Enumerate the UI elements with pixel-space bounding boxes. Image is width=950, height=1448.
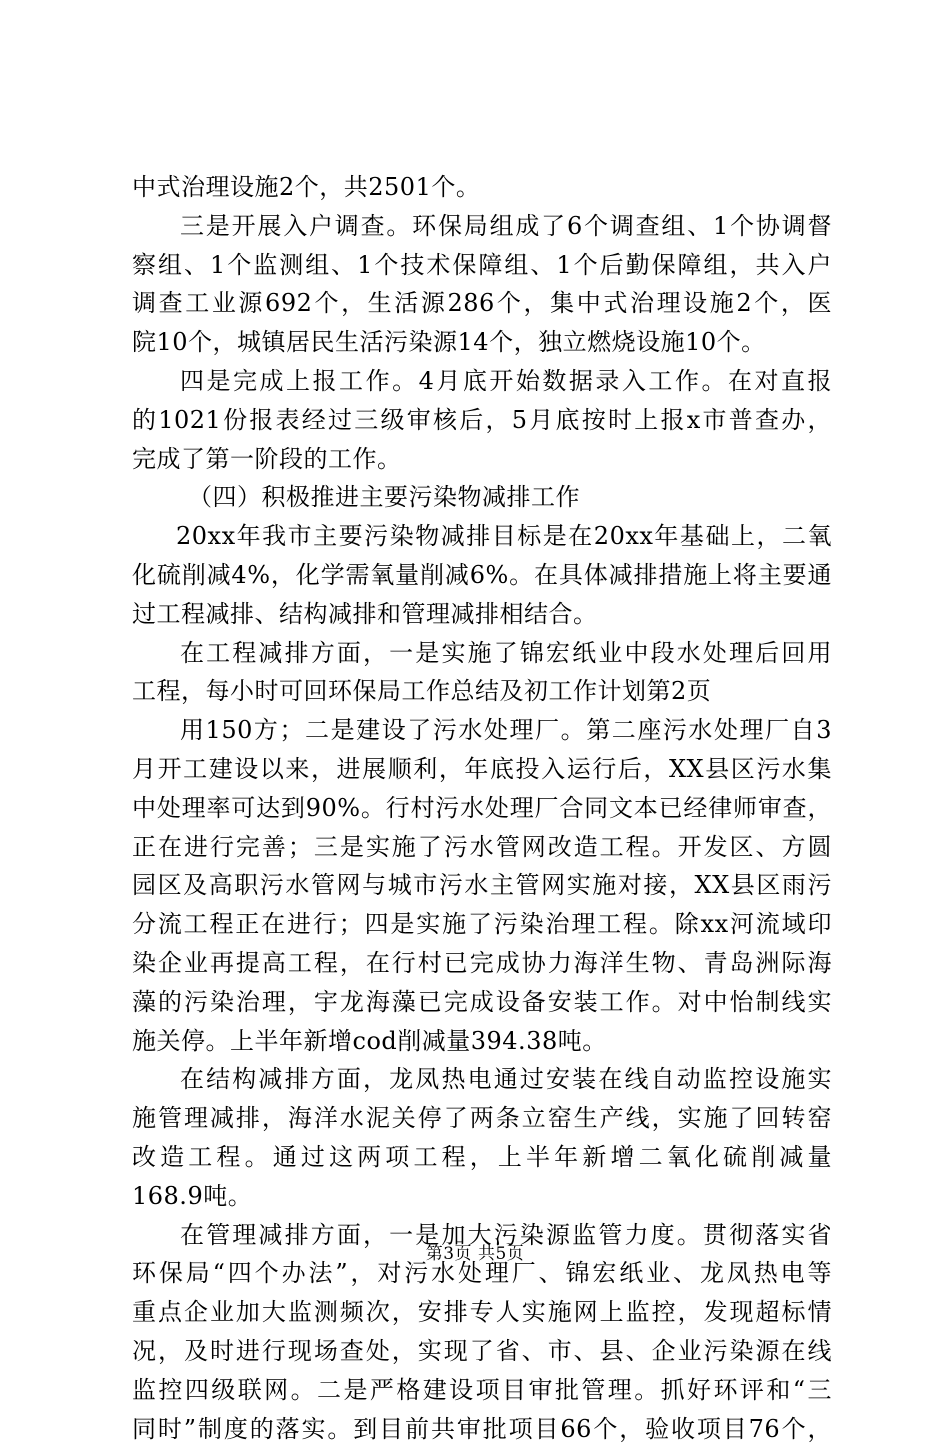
text-line: 中式治理设施2个，共2501个。 xyxy=(132,168,832,207)
text-line: 察组、1个监测组、1个技术保障组、1个后勤保障组，共入户 xyxy=(132,246,832,285)
text-line: 况，及时进行现场查处，实现了省、市、县、企业污染源在线 xyxy=(132,1332,832,1371)
text-line: 168.9吨。 xyxy=(132,1177,832,1216)
text-line: 四是完成上报工作。4月底开始数据录入工作。在对直报 xyxy=(132,362,832,401)
text-line: 化硫削减4%，化学需氧量削减6%。在具体减排措施上将主要通 xyxy=(132,556,832,595)
text-line: 工程，每小时可回环保局工作总结及初工作计划第2页 xyxy=(132,672,832,711)
text-line: 用150方；二是建设了污水处理厂。第二座污水处理厂自3 xyxy=(132,711,832,750)
text-line: 改造工程。通过这两项工程，上半年新增二氧化硫削减量 xyxy=(132,1138,832,1177)
text-line: 染企业再提高工程，在行村已完成协力海洋生物、青岛洲际海 xyxy=(132,944,832,983)
text-line: （四）积极推进主要污染物减排工作 xyxy=(132,478,832,517)
text-line: 施关停。上半年新增cod削减量394.38吨。 xyxy=(132,1022,832,1061)
text-line: 完成了第一阶段的工作。 xyxy=(132,440,832,479)
page-footer: 第3页 共5页 xyxy=(0,1244,950,1264)
text-line: 监控四级联网。二是严格建设项目审批管理。抓好环评和“三 xyxy=(132,1371,832,1410)
text-line: 三是开展入户调查。环保局组成了6个调查组、1个协调督 xyxy=(132,207,832,246)
text-line: 分流工程正在进行；四是实施了污染治理工程。除xx河流域印 xyxy=(132,905,832,944)
text-line: 调查工业源692个，生活源286个，集中式治理设施2个，医 xyxy=(132,284,832,323)
text-line: 同时”制度的落实。到目前共审批项目66个，验收项目76个， xyxy=(132,1410,832,1448)
text-line: 正在进行完善；三是实施了污水管网改造工程。开发区、方圆 xyxy=(132,828,832,867)
text-line: 中处理率可达到90%。行村污水处理厂合同文本已经律师审查， xyxy=(132,789,832,828)
text-line: 藻的污染治理，宇龙海藻已完成设备安装工作。对中怡制线实 xyxy=(132,983,832,1022)
text-line: 在工程减排方面，一是实施了锦宏纸业中段水处理后回用 xyxy=(132,634,832,673)
text-line: 施管理减排，海洋水泥关停了两条立窑生产线，实施了回转窑 xyxy=(132,1099,832,1138)
text-line: 院10个，城镇居民生活污染源14个，独立燃烧设施10个。 xyxy=(132,323,832,362)
text-line: 在管理减排方面，一是加大污染源监管力度。贯彻落实省 xyxy=(132,1216,832,1255)
text-line: 的1021份报表经过三级审核后，5月底按时上报x市普查办， xyxy=(132,401,832,440)
text-line: 过工程减排、结构减排和管理减排相结合。 xyxy=(132,595,832,634)
text-line: 园区及高职污水管网与城市污水主管网实施对接，XX县区雨污 xyxy=(132,866,832,905)
text-line: 重点企业加大监测频次，安排专人实施网上监控，发现超标情 xyxy=(132,1293,832,1332)
text-line: 月开工建设以来，进展顺利，年底投入运行后，XX县区污水集 xyxy=(132,750,832,789)
text-line: 20xx年我市主要污染物减排目标是在20xx年基础上，二氧 xyxy=(132,517,832,556)
text-line: 在结构减排方面，龙凤热电通过安装在线自动监控设施实 xyxy=(132,1060,832,1099)
text-line: 环保局“四个办法”，对污水处理厂、锦宏纸业、龙凤热电等 xyxy=(132,1254,832,1293)
